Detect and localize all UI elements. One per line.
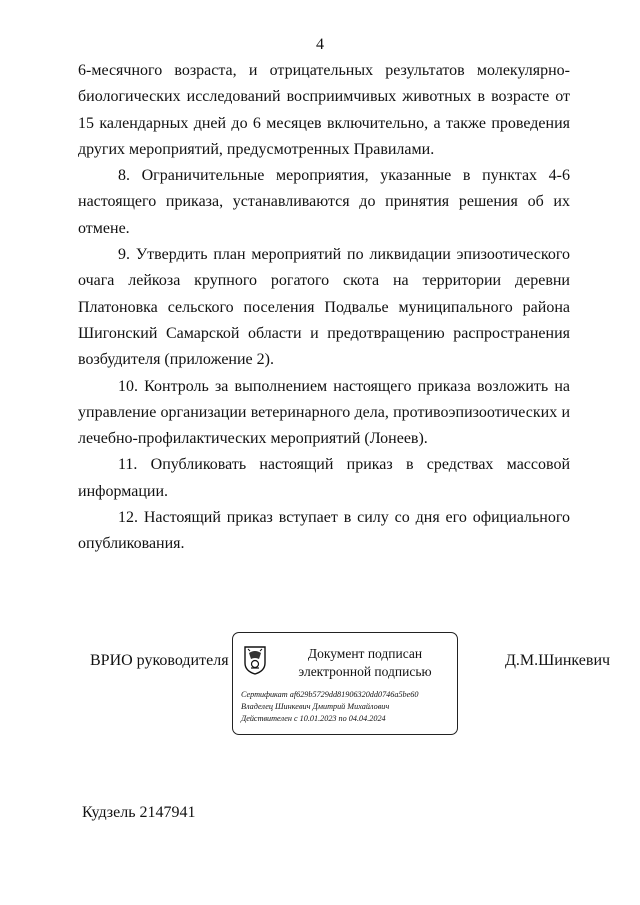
executor-code: Кудзель 2147941 [82,804,196,821]
stamp-title-line-1: Документ подписан [307,646,423,661]
paragraph-10: 10. Контроль за выполнением настоящего приказа возложить на управление организации ветеринарного дела, противоэпизоотических и лечебно-профилактических мероприятий (Лонеев). [78,377,570,448]
signer-role: ВРИО руководителя [90,652,229,669]
stamp-validity: Действителен с 10.01.2023 по 04.04.2024 [241,714,386,723]
stamp-owner: Владелец Шинкевич Дмитрий Михайлович [241,702,390,711]
stamp-details [241,689,453,725]
paragraph-continuation: 6-месячного возраста, и отрицательных результатов молекулярно-биологических исследований восприимчивых животных в возрасте от 15 календарных дней до 6 месяцев включительно, а также проведения других мероприятий, предусмотренных Правилами. [78,62,570,158]
signer-name: Д.М.Шинкевич [505,652,611,669]
paragraph-8: 8. Ограничительные мероприятия, указанные в пунктах 4-6 настоящего приказа, устанавливаются до принятия решения об их отмене. [78,167,570,237]
stamp-certificate: Сертификат af629b5729dd81906320dd0746a5be60 [241,690,419,699]
paragraph-11: 11. Опубликовать настоящий приказ в средствах массовой информации. [78,456,570,500]
paragraph-9: 9. Утвердить план мероприятий по ликвидации эпизоотического очага лейкоза крупного рогатого скота на территории деревни Платоновка сельского поселения Подвалье муниципального района Шигонский Самарской области и предотвращению распространения возбудителя (приложение 2). [78,246,570,369]
stamp-title-line-2: электронной подписью [298,664,432,679]
coat-of-arms-icon [243,645,267,675]
electronic-signature-stamp [232,632,458,735]
page-number: 4 [316,36,324,53]
stamp-title [275,645,455,681]
document-body [78,58,570,558]
paragraph-12: 12. Настоящий приказ вступает в силу со дня его официального опубликования. [78,509,570,553]
